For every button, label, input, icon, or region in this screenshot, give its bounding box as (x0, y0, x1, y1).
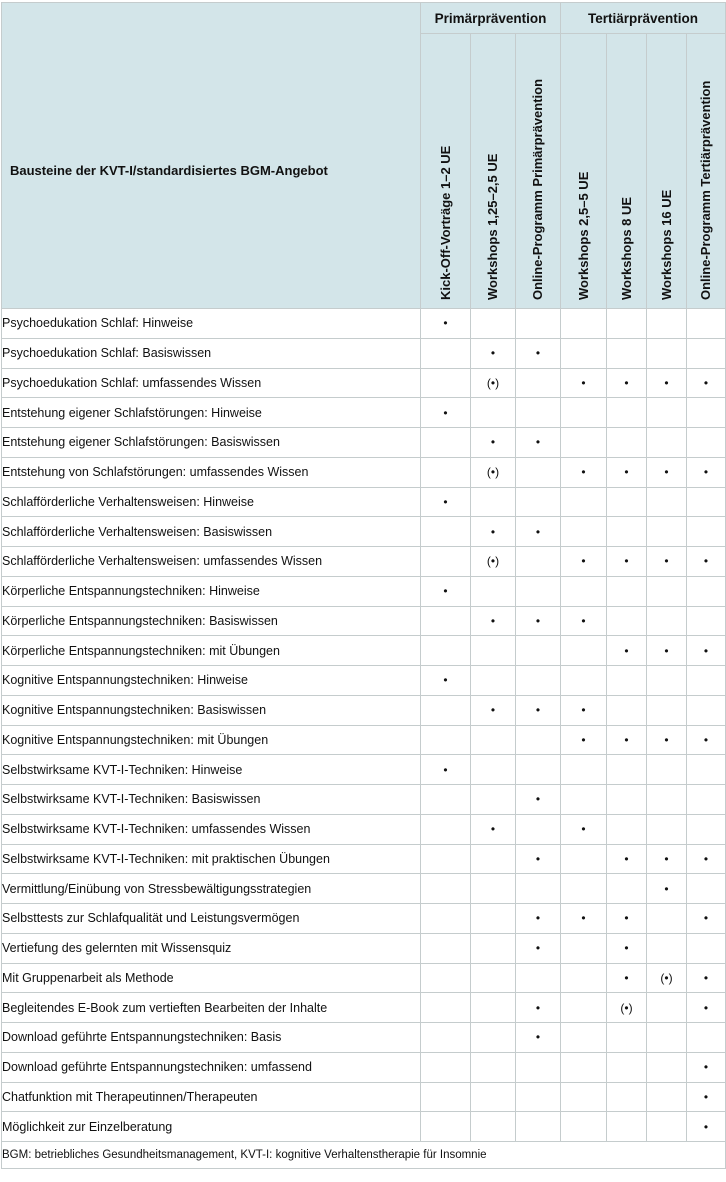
mark-cell (647, 576, 687, 606)
column-header-label: Workshops 8 UE (618, 196, 634, 300)
mark-cell (687, 338, 726, 368)
mark-cell: • (687, 963, 726, 993)
row-label: Vermittlung/Einübung von Stressbewältigungsstrategien (2, 874, 421, 904)
mark-cell (471, 755, 516, 785)
mark-cell (471, 666, 516, 696)
mark-cell (516, 398, 561, 428)
mark-cell (607, 1023, 647, 1053)
mark-cell (471, 874, 516, 904)
mark-cell (647, 398, 687, 428)
mark-cell (421, 814, 471, 844)
mark-cell: • (516, 695, 561, 725)
mark-cell (561, 755, 607, 785)
mark-cell (421, 844, 471, 874)
mark-cell: • (687, 1082, 726, 1112)
mark-cell (607, 1082, 647, 1112)
mark-cell: • (471, 517, 516, 547)
mark-cell: • (687, 844, 726, 874)
mark-cell: • (421, 309, 471, 339)
mark-cell (561, 666, 607, 696)
mark-cell (516, 576, 561, 606)
mark-cell (516, 636, 561, 666)
table-row (2, 457, 726, 487)
table-row (2, 547, 726, 577)
row-label: Selbstwirksame KVT-I-Techniken: mit praktischen Übungen (2, 844, 421, 874)
mark-cell (516, 487, 561, 517)
mark-cell (421, 874, 471, 904)
mark-cell (607, 576, 647, 606)
row-label: Download geführte Entspannungstechniken: Basis (2, 1023, 421, 1053)
mark-cell: • (516, 1023, 561, 1053)
mark-cell (561, 309, 607, 339)
mark-cell (607, 428, 647, 458)
mark-cell: • (561, 368, 607, 398)
header-blank-cell (2, 3, 421, 34)
footnote: BGM: betriebliches Gesundheitsmanagement, KVT-I: kognitive Verhaltenstherapie für Insomnie (2, 1142, 726, 1169)
mark-cell (516, 1082, 561, 1112)
mark-cell (516, 309, 561, 339)
mark-cell: • (561, 725, 607, 755)
column-header-label: Online-Programm Tertiärprävention (698, 80, 714, 300)
table-row (2, 309, 726, 339)
mark-cell (561, 1082, 607, 1112)
mark-cell: (•) (647, 963, 687, 993)
mark-cell (516, 874, 561, 904)
mark-cell (647, 904, 687, 934)
mark-cell (516, 1112, 561, 1142)
mark-cell: • (687, 368, 726, 398)
mark-cell (687, 785, 726, 815)
mark-cell (421, 933, 471, 963)
mark-cell (516, 547, 561, 577)
column-header-label: Online-Programm Primärprävention (530, 78, 545, 300)
mark-cell (647, 428, 687, 458)
mark-cell: • (607, 636, 647, 666)
mark-cell: • (516, 428, 561, 458)
mark-cell (647, 666, 687, 696)
mark-cell: • (516, 785, 561, 815)
mark-cell: (•) (471, 457, 516, 487)
table-row (2, 904, 726, 934)
column-header (561, 34, 607, 309)
table-row (2, 368, 726, 398)
mark-cell: (•) (471, 547, 516, 577)
mark-cell (687, 576, 726, 606)
mark-cell (607, 487, 647, 517)
row-label: Kognitive Entspannungstechniken: mit Übungen (2, 725, 421, 755)
mark-cell (607, 666, 647, 696)
mark-cell: • (647, 547, 687, 577)
table-row (2, 666, 726, 696)
mark-cell: • (607, 725, 647, 755)
mark-cell (516, 1052, 561, 1082)
mark-cell (647, 606, 687, 636)
table-row (2, 576, 726, 606)
mark-cell: • (607, 963, 647, 993)
row-label: Kognitive Entspannungstechniken: Basiswissen (2, 695, 421, 725)
mark-cell: • (561, 547, 607, 577)
table-body (2, 309, 726, 1142)
table-row (2, 636, 726, 666)
mark-cell (471, 844, 516, 874)
table-row (2, 1052, 726, 1082)
mark-cell: • (516, 933, 561, 963)
mark-cell (561, 844, 607, 874)
row-label: Download geführte Entspannungstechniken: umfassend (2, 1052, 421, 1082)
mark-cell (607, 309, 647, 339)
table-row (2, 487, 726, 517)
mark-cell (561, 874, 607, 904)
mark-cell (561, 487, 607, 517)
mark-cell: • (607, 547, 647, 577)
mark-cell (647, 517, 687, 547)
table-row (2, 933, 726, 963)
mark-cell: (•) (471, 368, 516, 398)
mark-cell (421, 963, 471, 993)
row-label: Mit Gruppenarbeit als Methode (2, 963, 421, 993)
mark-cell (421, 993, 471, 1023)
mark-cell (421, 457, 471, 487)
row-label: Entstehung eigener Schlafstörungen: Hinweise (2, 398, 421, 428)
mark-cell: • (687, 993, 726, 1023)
group-header-primary: Primärprävention (421, 3, 561, 34)
mark-cell (607, 755, 647, 785)
group-header-tertiary: Tertiärprävention (561, 3, 726, 34)
row-label: Entstehung von Schlafstörungen: umfassendes Wissen (2, 457, 421, 487)
mark-cell (421, 1112, 471, 1142)
table-row (2, 814, 726, 844)
mark-cell (516, 725, 561, 755)
mark-cell (516, 755, 561, 785)
table-row (2, 1082, 726, 1112)
mark-cell: • (687, 457, 726, 487)
mark-cell: • (561, 695, 607, 725)
table-row (2, 785, 726, 815)
table-row (2, 428, 726, 458)
mark-cell (687, 398, 726, 428)
row-label: Selbsttests zur Schlafqualität und Leistungsvermögen (2, 904, 421, 934)
mark-cell: • (561, 457, 607, 487)
mark-cell (561, 636, 607, 666)
column-header (647, 34, 687, 309)
mark-cell (647, 933, 687, 963)
row-label: Körperliche Entspannungstechniken: Basiswissen (2, 606, 421, 636)
mark-cell (647, 487, 687, 517)
row-label: Selbstwirksame KVT-I-Techniken: Hinweise (2, 755, 421, 785)
mark-cell: • (421, 666, 471, 696)
row-label: Schlafförderliche Verhaltensweisen: Basiswissen (2, 517, 421, 547)
row-label: Vertiefung des gelernten mit Wissensquiz (2, 933, 421, 963)
mark-cell (607, 695, 647, 725)
mark-cell (607, 606, 647, 636)
mark-cell (607, 814, 647, 844)
table-row (2, 963, 726, 993)
mark-cell (471, 487, 516, 517)
mark-cell (607, 1112, 647, 1142)
mark-cell: • (607, 457, 647, 487)
mark-cell (561, 993, 607, 1023)
mark-cell (647, 1023, 687, 1053)
mark-cell: • (607, 368, 647, 398)
mark-cell: • (647, 457, 687, 487)
mark-cell (471, 309, 516, 339)
mark-cell (647, 309, 687, 339)
mark-cell (561, 933, 607, 963)
table-row (2, 755, 726, 785)
mark-cell (561, 576, 607, 606)
mark-cell (471, 1082, 516, 1112)
row-label: Chatfunktion mit Therapeutinnen/Therapeuten (2, 1082, 421, 1112)
column-header (607, 34, 647, 309)
table-row (2, 844, 726, 874)
table-row (2, 606, 726, 636)
mark-cell: • (647, 636, 687, 666)
mark-cell: • (687, 636, 726, 666)
table-row (2, 725, 726, 755)
mark-cell: • (647, 368, 687, 398)
footnote-row (2, 1142, 726, 1169)
mark-cell (687, 814, 726, 844)
mark-cell (561, 1023, 607, 1053)
mark-cell: • (687, 904, 726, 934)
mark-cell (647, 1112, 687, 1142)
mark-cell: • (471, 428, 516, 458)
mark-cell (607, 398, 647, 428)
mark-cell (471, 1023, 516, 1053)
mark-cell: • (516, 993, 561, 1023)
mark-cell (421, 606, 471, 636)
mark-cell (687, 695, 726, 725)
column-header (471, 34, 516, 309)
mark-cell (471, 963, 516, 993)
row-label: Psychoedukation Schlaf: umfassendes Wissen (2, 368, 421, 398)
mark-cell: • (607, 844, 647, 874)
mark-cell: • (516, 844, 561, 874)
mark-cell (421, 368, 471, 398)
mark-cell (561, 517, 607, 547)
mark-cell (647, 785, 687, 815)
mark-cell (561, 338, 607, 368)
mark-cell (421, 1082, 471, 1112)
mark-cell (607, 785, 647, 815)
mark-cell (421, 547, 471, 577)
mark-cell (471, 933, 516, 963)
column-header (687, 34, 726, 309)
mark-cell (607, 338, 647, 368)
mark-cell (647, 993, 687, 1023)
mark-cell (421, 338, 471, 368)
row-label: Schlafförderliche Verhaltensweisen: umfassendes Wissen (2, 547, 421, 577)
group-header-row (2, 3, 726, 34)
mark-cell (421, 785, 471, 815)
mark-cell (471, 398, 516, 428)
column-header-label: Workshops 1,25–2,5 UE (485, 153, 500, 300)
mark-cell (687, 428, 726, 458)
mark-cell (687, 309, 726, 339)
mark-cell (516, 368, 561, 398)
mark-cell (687, 755, 726, 785)
mark-cell: • (647, 874, 687, 904)
mark-cell (471, 1052, 516, 1082)
mark-cell (647, 695, 687, 725)
mark-cell: (•) (607, 993, 647, 1023)
row-label: Psychoedukation Schlaf: Hinweise (2, 309, 421, 339)
mark-cell (687, 933, 726, 963)
table-row (2, 874, 726, 904)
mark-cell (647, 755, 687, 785)
column-header (421, 34, 471, 309)
table-row (2, 695, 726, 725)
table-row (2, 1112, 726, 1142)
table-row (2, 993, 726, 1023)
table-row (2, 1023, 726, 1053)
mark-cell (561, 1052, 607, 1082)
mark-cell (561, 963, 607, 993)
mark-cell (516, 814, 561, 844)
row-label-header: Bausteine der KVT-I/standardisiertes BGM-Angebot (2, 34, 421, 309)
mark-cell (471, 576, 516, 606)
mark-cell: • (647, 844, 687, 874)
row-label: Selbstwirksame KVT-I-Techniken: umfassendes Wissen (2, 814, 421, 844)
mark-cell: • (471, 338, 516, 368)
mark-cell: • (471, 695, 516, 725)
mark-cell (687, 606, 726, 636)
column-header-label: Workshops 16 UE (658, 189, 674, 300)
row-label: Entstehung eigener Schlafstörungen: Basiswissen (2, 428, 421, 458)
mark-cell: • (561, 904, 607, 934)
mark-cell: • (516, 904, 561, 934)
mark-cell: • (607, 904, 647, 934)
mark-cell: • (421, 398, 471, 428)
mark-cell: • (516, 338, 561, 368)
kvt-i-table (1, 2, 726, 1169)
mark-cell (421, 517, 471, 547)
mark-cell: • (607, 933, 647, 963)
row-label: Begleitendes E-Book zum vertieften Bearbeiten der Inhalte (2, 993, 421, 1023)
row-label: Körperliche Entspannungstechniken: Hinweise (2, 576, 421, 606)
table-row (2, 517, 726, 547)
mark-cell (471, 785, 516, 815)
mark-cell (421, 1023, 471, 1053)
column-header-label: Workshops 2,5–5 UE (575, 171, 591, 300)
mark-cell (687, 874, 726, 904)
mark-cell (421, 636, 471, 666)
mark-cell (421, 1052, 471, 1082)
column-header-row (2, 34, 726, 309)
mark-cell: • (421, 487, 471, 517)
mark-cell: • (561, 606, 607, 636)
mark-cell: • (647, 725, 687, 755)
mark-cell (516, 666, 561, 696)
mark-cell (607, 874, 647, 904)
mark-cell (516, 963, 561, 993)
mark-cell (607, 517, 647, 547)
mark-cell (607, 1052, 647, 1082)
mark-cell (687, 1023, 726, 1053)
table-row (2, 338, 726, 368)
mark-cell (561, 1112, 607, 1142)
row-label: Psychoedukation Schlaf: Basiswissen (2, 338, 421, 368)
mark-cell (561, 785, 607, 815)
mark-cell: • (687, 725, 726, 755)
mark-cell (471, 993, 516, 1023)
mark-cell: • (516, 606, 561, 636)
mark-cell (421, 725, 471, 755)
mark-cell (421, 695, 471, 725)
mark-cell: • (471, 814, 516, 844)
mark-cell (471, 1112, 516, 1142)
mark-cell (647, 1082, 687, 1112)
mark-cell (687, 517, 726, 547)
mark-cell (647, 814, 687, 844)
mark-cell (561, 398, 607, 428)
row-label: Schlafförderliche Verhaltensweisen: Hinweise (2, 487, 421, 517)
mark-cell (471, 725, 516, 755)
mark-cell (421, 904, 471, 934)
mark-cell (561, 428, 607, 458)
mark-cell (516, 457, 561, 487)
mark-cell (687, 666, 726, 696)
mark-cell: • (421, 576, 471, 606)
table-row (2, 398, 726, 428)
column-header (516, 34, 561, 309)
row-label: Selbstwirksame KVT-I-Techniken: Basiswissen (2, 785, 421, 815)
mark-cell: • (687, 1052, 726, 1082)
row-label: Möglichkeit zur Einzelberatung (2, 1112, 421, 1142)
mark-cell: • (516, 517, 561, 547)
mark-cell: • (471, 606, 516, 636)
column-header-label: Kick-Off-Vorträge 1–2 UE (437, 145, 453, 300)
mark-cell (687, 487, 726, 517)
mark-cell: • (561, 814, 607, 844)
row-label: Körperliche Entspannungstechniken: mit Übungen (2, 636, 421, 666)
row-label: Kognitive Entspannungstechniken: Hinweise (2, 666, 421, 696)
mark-cell (647, 1052, 687, 1082)
mark-cell (471, 636, 516, 666)
mark-cell (421, 428, 471, 458)
mark-cell (647, 338, 687, 368)
mark-cell: • (687, 1112, 726, 1142)
mark-cell: • (687, 547, 726, 577)
mark-cell: • (421, 755, 471, 785)
mark-cell (471, 904, 516, 934)
